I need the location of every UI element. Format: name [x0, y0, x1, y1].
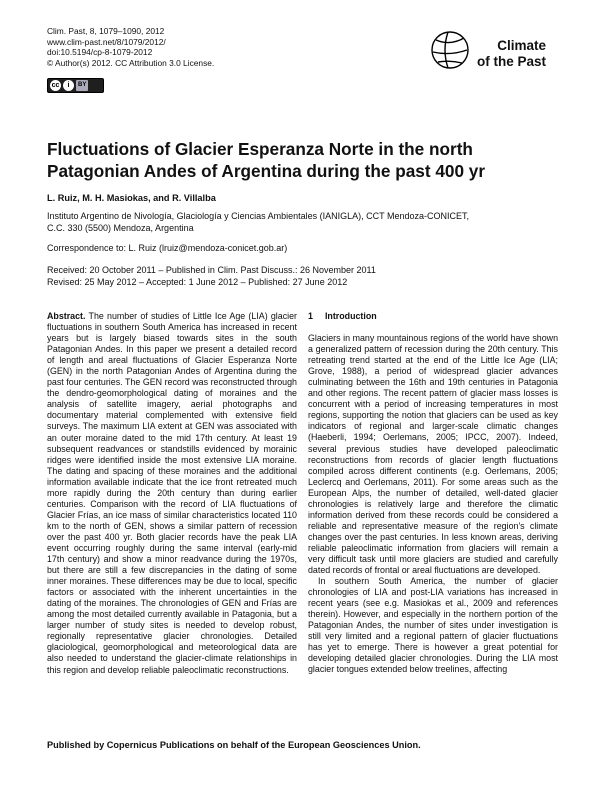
- intro-paragraph-1: Glaciers in many mountainous regions of the world have shown a generalized pattern of recession during the 20th century. This retreating trend started at the end of the Little Ice Age (LIA; Grove, 1988), a period of widespread glacier advances culminating between the 16th and 19th centuries in Patagonia and other regions. The recent pattern of glacier mass losses is concurrent with a period of increasing temperatures in most regions, supporting the notion that glaciers can be used as key indicators of regional and larger-scale climatic changes (Haeberli, 1994; Oerlemans, 2005; IPCC, 2007). Indeed, several previous studies have developed paleoclimatic reconstructions from records of glacier length fluctuations compiled across different continents (e.g. Oerlemans, 2005; Leclercq and Oerlemans, 2011). For some areas such as the European Alps, the number of detailed, well-dated glacier chronologies is relatively large and therefore the climatic information derived from these records could be considered a reliable and representative measure of the region's climate changes over the past centuries. In less known areas, deriving reliable paleoclimatic information from glaciers will remain a very difficult task until more glaciers are studied and carefully dated records of frontal or areal fluctuations are developed.: [308, 333, 558, 576]
- abstract-text: The number of studies of Little Ice Age (LIA) glacier fluctuations in southern South America has increased in recent years but is largely biased towards sites in the south Patagonian Andes. In this paper we present a detailed record of length and areal fluctuations of Glacier Esperanza Norte (GEN) in the north Patagonian Andes of Argentina during the past four centuries. The GEN record was reconstructed through the dendro-geomorphological dating of moraines and the analysis of satellite imagery, aerial photographs and documentary material complemented with extensive field surveys. The maximum LIA extent at GEN was associated with an outer moraine dated to the mid 17th century. At least 19 subsequent readvances or standstills evidenced by morainic ridges were identified inside the most extensive LIA moraine. The dating and spacing of these moraines and the additional information available indicate that the ice front retreated much more rapidly during the 20th century than during earlier centuries. Comparison with the record of LIA fluctuations of Glacier Frías, an ice mass of similar characteristics located 110 km to the north of GEN, shows a similar pattern of recession over the past 400 yr. Both glacier records have the peak LIA event occurring roughly during the same interval (early-mid 17th century) and show a minor readvance during the 1970s, but there are still a few discrepancies in the dating of some inner moraines. These differences may be due to local, specific factors or associated with the inherent uncertainties in the dating of the moraines. The chronologies of GEN and Frías are among the most detailed currently available in Patagonia, but a larger number of study sites is needed to develop robust, regionally representative glacier chronologies. Detailed glaciological, geomorphological and meteorological data are also needed to understand the glacier-climate relationships in this region and develop reliable paleoclimatic reconstructions.: [47, 311, 298, 675]
- affiliation: [47, 210, 547, 234]
- authors: L. Ruiz, M. H. Masiokas, and R. Villalba: [47, 193, 216, 203]
- intro-column: [308, 311, 558, 676]
- abstract-column: [47, 311, 297, 676]
- publisher-footer: Published by Copernicus Publications on behalf of the European Geosciences Union.: [47, 740, 421, 750]
- affiliation-line2: C.C. 330 (5500) Mendoza, Argentina: [47, 223, 194, 233]
- abstract-label: Abstract.: [47, 311, 86, 321]
- dates-revised: Revised: 25 May 2012 – Accepted: 1 June 2012 – Published: 27 June 2012: [47, 277, 348, 287]
- dates-received: Received: 20 October 2011 – Published in Clim. Past Discuss.: 26 November 2011: [47, 265, 376, 275]
- journal-url[interactable]: www.clim-past.net/8/1079/2012/: [47, 36, 166, 47]
- section-number: 1: [308, 311, 313, 321]
- abstract: [47, 311, 297, 676]
- by-label: BY: [76, 80, 88, 91]
- article-title: Fluctuations of Glacier Esperanza Norte in the north Patagonian Andes of Argentina during the past 400 yr: [47, 139, 486, 181]
- cc-icon: cc: [51, 82, 60, 89]
- journal-name-line2: of the Past: [476, 54, 546, 69]
- correspondence: Correspondence to: L. Ruiz (lruiz@mendoza-conicet.gob.ar): [47, 243, 288, 253]
- attribution-icon: i: [63, 80, 74, 91]
- intro-paragraph-2: In southern South America, the number of glacier chronologies of LIA and post-LIA variations has increased in recent years (see e.g. Masiokas et al., 2009 and references therein). However, and especially in the northern portion of the Patagonian Andes, the number of sites under investigation is still very limited and a regional pattern of glacier fluctuations has yet to emerge. There is however a great potential for developing detailed glacier chronologies. During the LIA most glacier tongues extended below treelines, affecting: [308, 576, 558, 675]
- doi[interactable]: doi:10.5194/cp-8-1079-2012: [47, 47, 153, 58]
- journal-name-line1: Climate: [497, 38, 546, 53]
- section-title: Introduction: [324, 311, 377, 321]
- journal-citation: Clim. Past, 8, 1079–1090, 2012: [47, 26, 165, 36]
- article-dates: [47, 264, 376, 288]
- journal-header: [47, 26, 214, 68]
- section-heading: [308, 311, 558, 322]
- cc-license-badge[interactable]: [47, 78, 104, 93]
- globe-icon: [432, 32, 468, 68]
- journal-name: [474, 38, 546, 70]
- copyright: © Author(s) 2012. CC Attribution 3.0 License.: [47, 57, 215, 68]
- affiliation-line1: Instituto Argentino de Nivología, Glaciología y Ciencias Ambientales (IANIGLA), CCT Mendoza-CONICET,: [47, 211, 470, 221]
